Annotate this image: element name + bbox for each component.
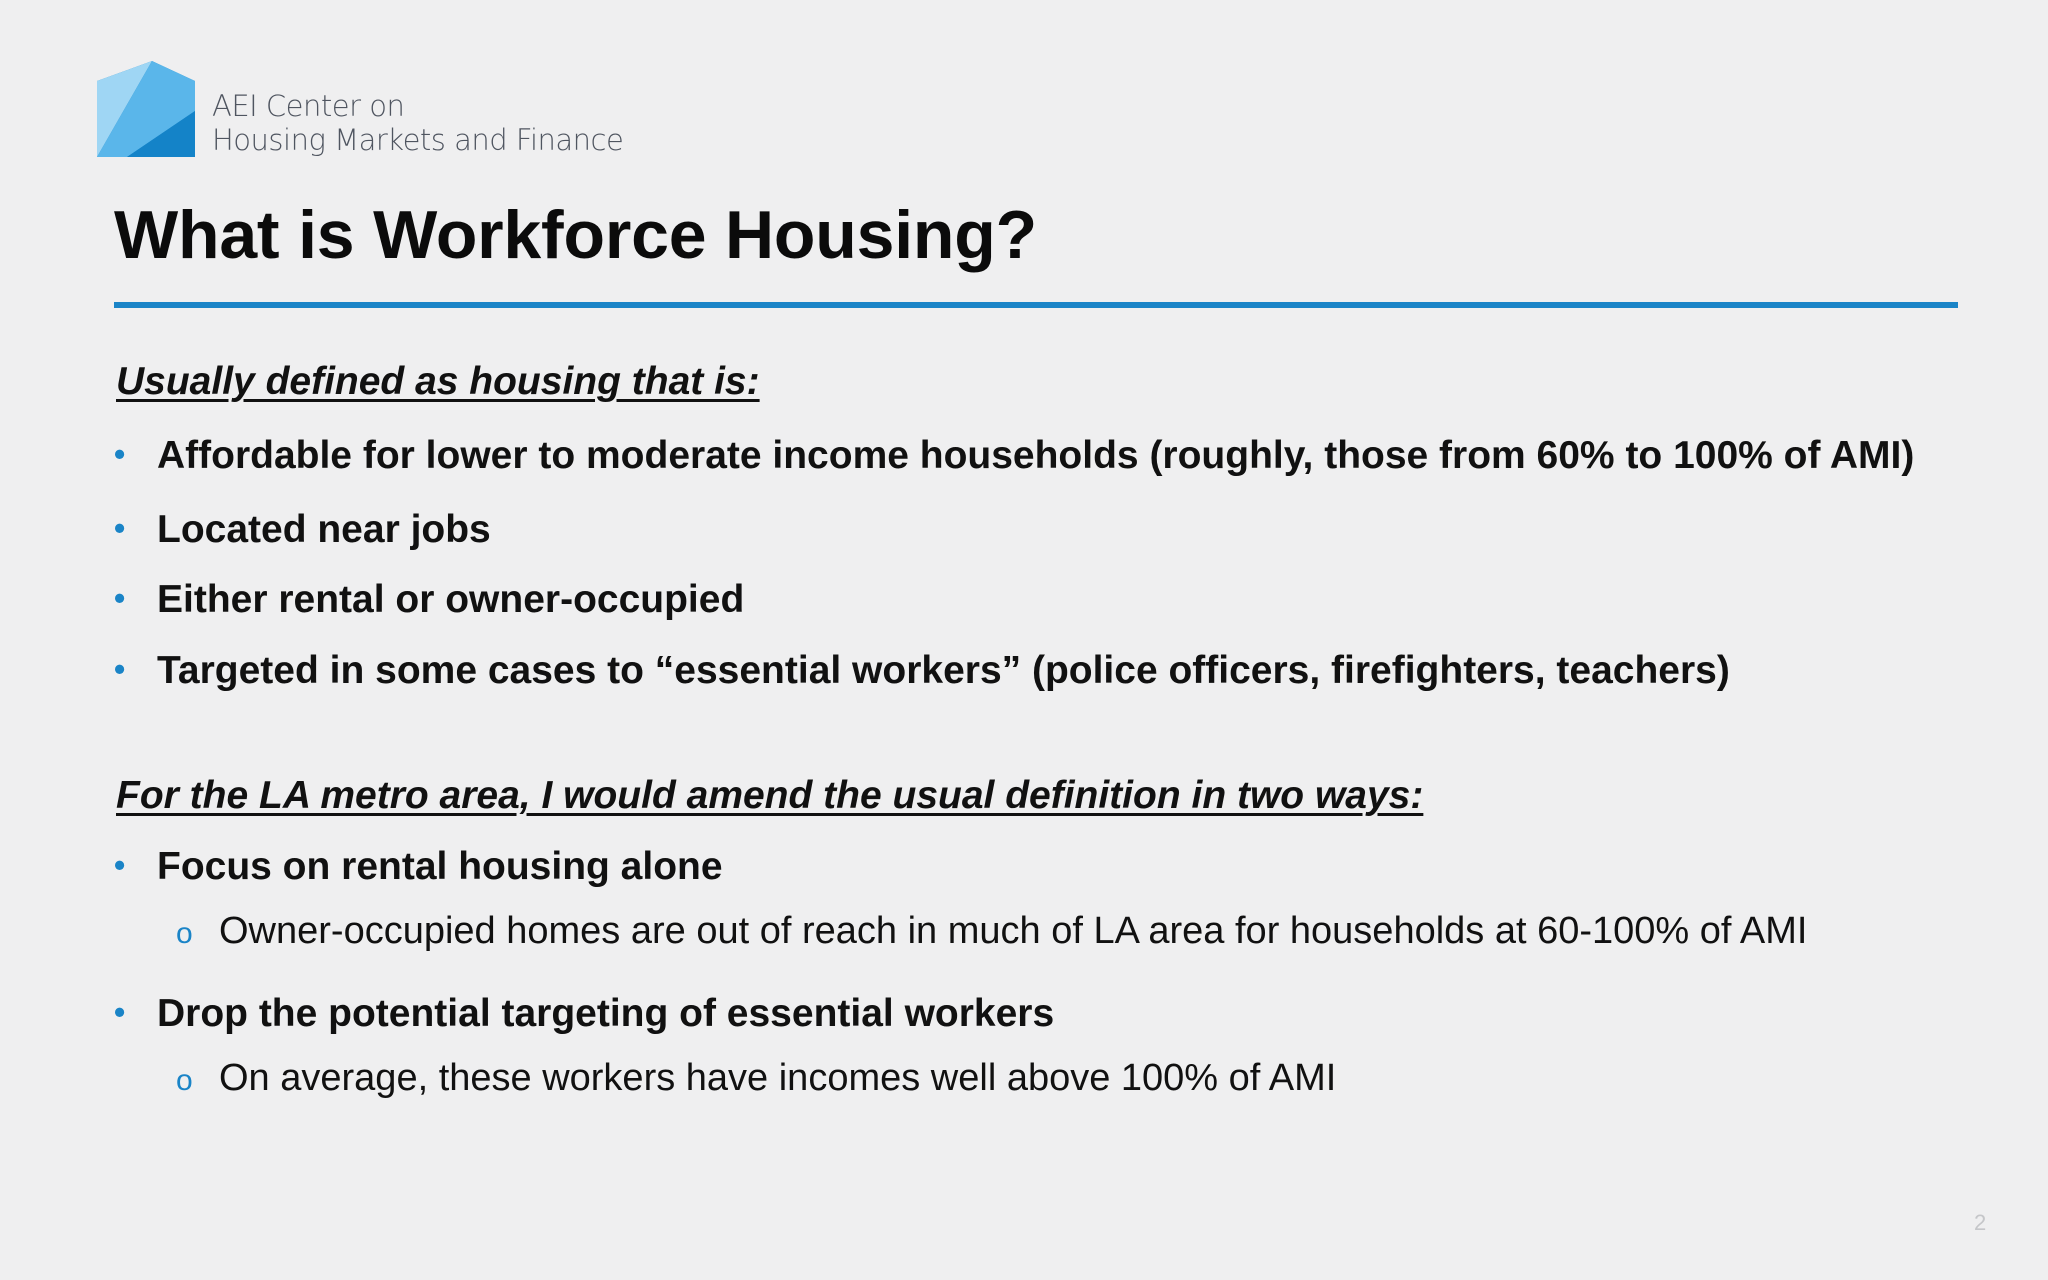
sub-bullet-icon: o [176, 1064, 193, 1097]
sub-bullet-item [176, 910, 1807, 953]
bullet-text: Focus on rental housing alone [157, 845, 723, 888]
bullet-icon: • [114, 436, 126, 472]
bullet-icon: • [114, 510, 126, 546]
slide-title: What is Workforce Housing? [114, 197, 1037, 273]
aei-logo [97, 61, 624, 159]
bullet-text: Affordable for lower to moderate income households (roughly, those from 60% to 100% of AMI) [157, 434, 1915, 477]
bullet-item [114, 992, 1054, 1036]
bullet-item [114, 578, 744, 622]
sub-bullet-text: On average, these workers have incomes well above 100% of AMI [219, 1057, 1337, 1099]
bullet-item [114, 845, 723, 889]
title-divider [114, 302, 1958, 308]
bullet-text: Located near jobs [157, 508, 491, 551]
bullet-icon: • [114, 994, 126, 1030]
logo-line-2: Housing Markets and Finance [212, 123, 624, 157]
section-heading-definition: Usually defined as housing that is: [116, 360, 760, 403]
bullet-icon: • [114, 580, 126, 616]
section-heading-la-metro: For the LA metro area, I would amend the usual definition in two ways: [116, 774, 1424, 817]
bullet-item [114, 508, 491, 552]
bullet-text: Drop the potential targeting of essential workers [157, 992, 1055, 1035]
sub-bullet-text: Owner-occupied homes are out of reach in much of LA area for households at 60-100% of AMI [219, 910, 1808, 952]
bullet-text: Either rental or owner-occupied [157, 578, 745, 621]
bullet-icon: • [114, 847, 126, 883]
logo-line-1: AEI Center on [212, 89, 405, 123]
bullet-item [114, 434, 1914, 478]
sub-bullet-item [176, 1057, 1336, 1100]
logo-text [212, 89, 632, 157]
house-logo-icon [97, 61, 195, 159]
page-number: 2 [1974, 1210, 1987, 1235]
bullet-text: Targeted in some cases to “essential workers” (police officers, firefighters, teachers) [157, 649, 1730, 692]
bullet-item [114, 649, 1730, 693]
bullet-icon: • [114, 651, 126, 687]
sub-bullet-icon: o [176, 917, 193, 950]
